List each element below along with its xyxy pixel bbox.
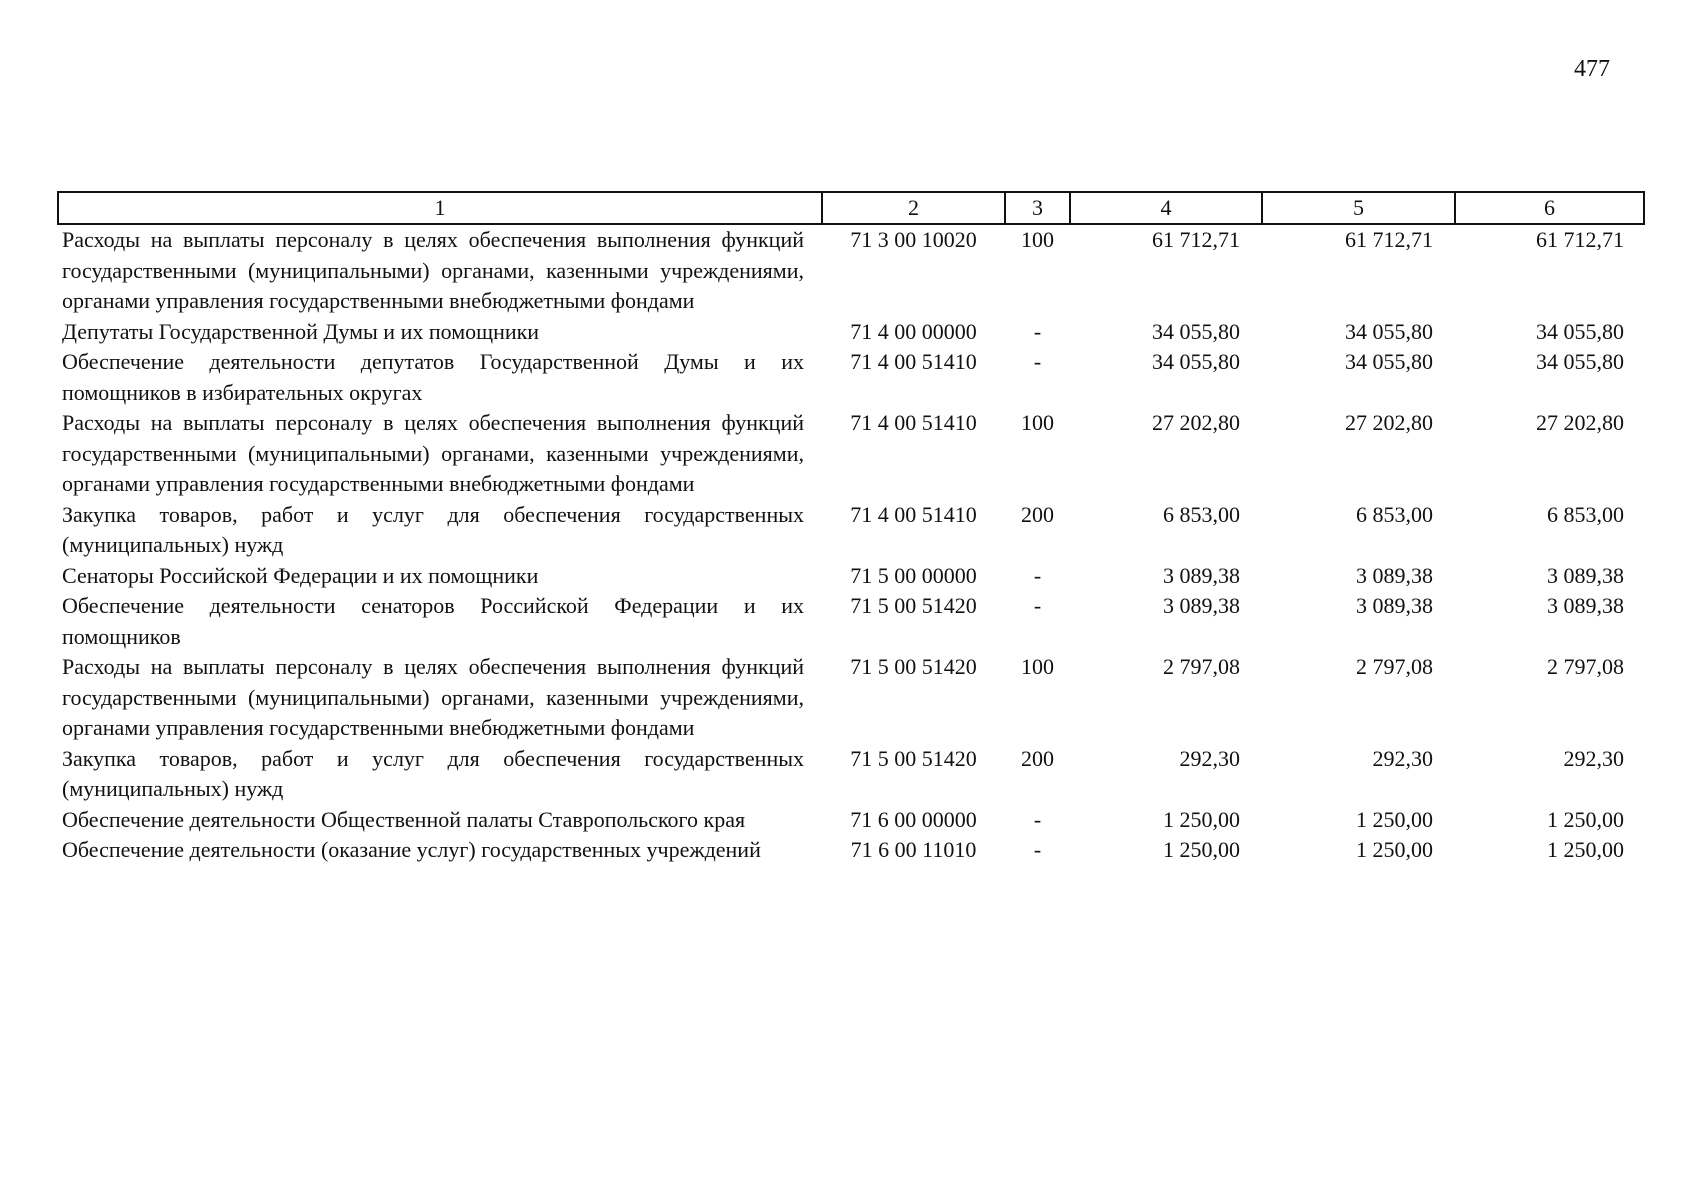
row-amount-col5: 6 853,00 bbox=[1356, 501, 1433, 527]
row-amount-col4: 34 055,80 bbox=[1152, 318, 1240, 344]
row-amount-col6: 34 055,80 bbox=[1536, 318, 1624, 344]
header-row bbox=[58, 192, 1644, 224]
row-amount-col4: 34 055,80 bbox=[1152, 349, 1240, 374]
column-header-6: 6 bbox=[1455, 192, 1644, 224]
row-amount-col5: 61 712,71 bbox=[1345, 227, 1433, 252]
row-description: Закупка товаров, работ и услуг для обеспечения государственных (муниципальных) нужд bbox=[62, 745, 804, 801]
row-amount-col6: 61 712,71 bbox=[1536, 227, 1624, 252]
budget-table bbox=[57, 191, 1645, 866]
table-header bbox=[58, 192, 1644, 224]
row-description: Обеспечение деятельности сенаторов Российской Федерации и их помощников bbox=[62, 593, 804, 649]
row-description: Расходы на выплаты персоналу в целях обеспечения выполнения функций государственными (муниципальными) органами, казенными учреждениями, органами управления государственными внебюджетными фондами bbox=[62, 410, 804, 496]
row-target-code: 71 3 00 10020 bbox=[850, 227, 977, 252]
row-amount-col6: 2 797,08 bbox=[1547, 654, 1624, 679]
row-amount-col6: 3 089,38 bbox=[1547, 562, 1624, 588]
row-description: Расходы на выплаты персоналу в целях обеспечения выполнения функций государственными (муниципальными) органами, казенными учреждениями, органами управления государственными внебюджетными фондами bbox=[62, 654, 804, 740]
row-amount-col6: 292,30 bbox=[1563, 745, 1624, 771]
row-amount-col5: 3 089,38 bbox=[1356, 593, 1433, 618]
row-description: Сенаторы Российской Федерации и их помощники bbox=[62, 562, 539, 588]
row-amount-col6: 27 202,80 bbox=[1536, 410, 1624, 435]
row-amount-col4: 292,30 bbox=[1179, 745, 1240, 771]
table-row bbox=[58, 835, 1644, 866]
row-target-code: 71 5 00 51420 bbox=[850, 654, 977, 679]
row-target-code: 71 4 00 51410 bbox=[850, 349, 977, 374]
row-expense-type: 200 bbox=[1021, 501, 1054, 527]
row-description: Расходы на выплаты персоналу в целях обеспечения выполнения функций государственными (муниципальными) органами, казенными учреждениями, органами управления государственными внебюджетными фондами bbox=[62, 227, 804, 313]
row-expense-type: - bbox=[1033, 318, 1042, 344]
row-amount-col4: 2 797,08 bbox=[1163, 654, 1240, 679]
row-target-code: 71 5 00 51420 bbox=[850, 593, 977, 618]
row-amount-col6: 3 089,38 bbox=[1547, 593, 1624, 618]
row-amount-col5: 2 797,08 bbox=[1356, 654, 1433, 679]
row-amount-col5: 292,30 bbox=[1372, 745, 1433, 771]
row-target-code: 71 4 00 00000 bbox=[850, 318, 977, 344]
row-expense-type: - bbox=[1033, 837, 1042, 862]
row-amount-col6: 1 250,00 bbox=[1547, 837, 1624, 862]
row-amount-col5: 1 250,00 bbox=[1356, 837, 1433, 862]
table-row bbox=[58, 347, 1644, 408]
row-amount-col4: 61 712,71 bbox=[1152, 227, 1240, 252]
row-amount-col6: 34 055,80 bbox=[1536, 349, 1624, 374]
row-target-code: 71 5 00 51420 bbox=[850, 745, 977, 771]
row-target-code: 71 6 00 00000 bbox=[850, 806, 977, 832]
table-row bbox=[58, 652, 1644, 744]
row-expense-type: - bbox=[1033, 593, 1042, 618]
row-description: Депутаты Государственной Думы и их помощники bbox=[62, 318, 540, 344]
row-expense-type: 200 bbox=[1021, 745, 1054, 771]
column-header-1: 1 bbox=[58, 192, 822, 224]
column-header-3: 3 bbox=[1005, 192, 1070, 224]
row-expense-type: 100 bbox=[1021, 654, 1054, 679]
row-description: Обеспечение деятельности депутатов Государственной Думы и их помощников в избирательных округах bbox=[62, 349, 804, 405]
table-body bbox=[58, 224, 1644, 866]
row-target-code: 71 6 00 11010 bbox=[850, 837, 977, 862]
page-number: 477 bbox=[1574, 56, 1610, 82]
row-amount-col6: 1 250,00 bbox=[1547, 806, 1624, 832]
row-expense-type: - bbox=[1033, 806, 1042, 832]
row-target-code: 71 4 00 51410 bbox=[850, 410, 977, 435]
table-row bbox=[58, 317, 1644, 348]
table-row bbox=[58, 591, 1644, 652]
table-row bbox=[58, 805, 1644, 836]
row-amount-col4: 6 853,00 bbox=[1163, 501, 1240, 527]
column-header-5: 5 bbox=[1262, 192, 1455, 224]
row-expense-type: - bbox=[1033, 562, 1042, 588]
row-description: Обеспечение деятельности Общественной палаты Ставропольского края bbox=[62, 806, 746, 832]
table-row bbox=[58, 500, 1644, 561]
column-header-2: 2 bbox=[822, 192, 1005, 224]
table-row bbox=[58, 561, 1644, 592]
table-row bbox=[58, 744, 1644, 805]
row-expense-type: 100 bbox=[1021, 410, 1054, 435]
row-amount-col4: 1 250,00 bbox=[1163, 806, 1240, 832]
row-amount-col6: 6 853,00 bbox=[1547, 501, 1624, 527]
row-target-code: 71 5 00 00000 bbox=[850, 562, 977, 588]
row-expense-type: - bbox=[1033, 349, 1042, 374]
row-amount-col5: 34 055,80 bbox=[1345, 318, 1433, 344]
row-amount-col5: 34 055,80 bbox=[1345, 349, 1433, 374]
row-amount-col4: 27 202,80 bbox=[1152, 410, 1240, 435]
row-amount-col5: 1 250,00 bbox=[1356, 806, 1433, 832]
row-target-code: 71 4 00 51410 bbox=[850, 501, 977, 527]
column-header-4: 4 bbox=[1070, 192, 1262, 224]
row-description: Обеспечение деятельности (оказание услуг) государственных учреждений bbox=[62, 837, 761, 862]
table-row bbox=[58, 408, 1644, 500]
row-amount-col5: 3 089,38 bbox=[1356, 562, 1433, 588]
row-expense-type: 100 bbox=[1021, 227, 1054, 252]
row-description: Закупка товаров, работ и услуг для обеспечения государственных (муниципальных) нужд bbox=[62, 501, 804, 557]
table-row bbox=[58, 224, 1644, 317]
row-amount-col5: 27 202,80 bbox=[1345, 410, 1433, 435]
row-amount-col4: 3 089,38 bbox=[1163, 593, 1240, 618]
row-amount-col4: 1 250,00 bbox=[1163, 837, 1240, 862]
row-amount-col4: 3 089,38 bbox=[1163, 562, 1240, 588]
